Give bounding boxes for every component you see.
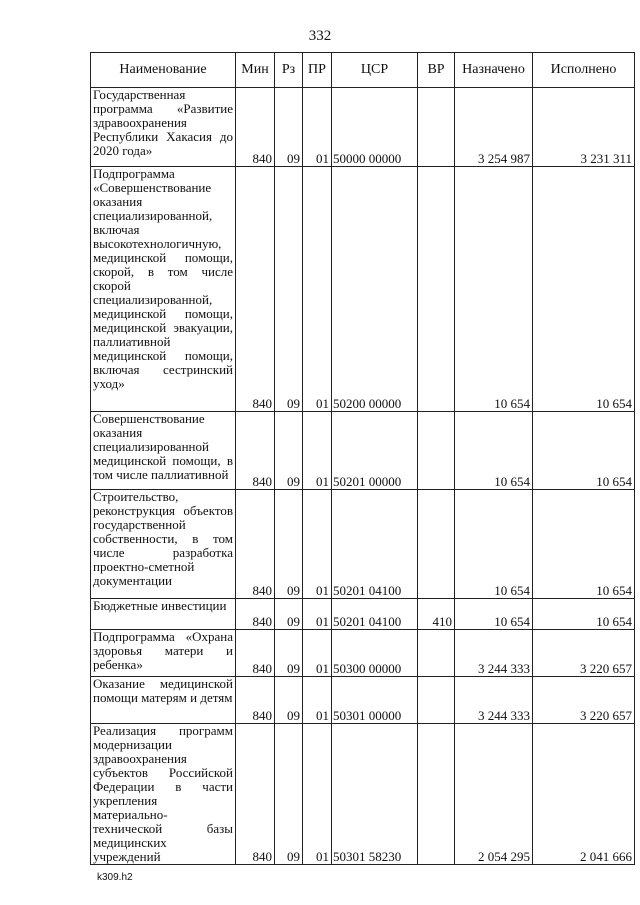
header-executed: Исполнено [533, 53, 635, 88]
row-pr: 01 [303, 88, 332, 167]
row-assigned: 10 654 [455, 167, 533, 412]
row-executed: 10 654 [533, 599, 635, 630]
row-assigned: 3 244 333 [455, 677, 533, 724]
header-min: Мин [236, 53, 275, 88]
row-csr: 50201 04100 [332, 599, 418, 630]
row-min: 840 [236, 677, 275, 724]
table-row [91, 412, 635, 490]
row-name: Оказание медицинской помощи матерям и детям [91, 677, 236, 724]
row-vr: 410 [418, 599, 455, 630]
row-vr [418, 167, 455, 412]
row-min: 840 [236, 630, 275, 677]
header-pr: ПР [303, 53, 332, 88]
row-rz: 09 [275, 412, 303, 490]
row-name: Подпрограмма «Охрана здоровья матери и ребенка» [91, 630, 236, 677]
row-rz: 09 [275, 677, 303, 724]
row-pr: 01 [303, 630, 332, 677]
row-assigned: 10 654 [455, 599, 533, 630]
row-name: Бюджетные инвестиции [91, 599, 236, 630]
table-row [91, 599, 635, 630]
row-vr [418, 630, 455, 677]
row-pr: 01 [303, 490, 332, 599]
footer-code: k309.h2 [97, 872, 133, 883]
row-name: Государственная программа «Развитие здравоохранения Республики Хакасия до 2020 года» [91, 88, 236, 167]
row-pr: 01 [303, 412, 332, 490]
row-assigned: 3 244 333 [455, 630, 533, 677]
row-executed: 10 654 [533, 490, 635, 599]
row-rz: 09 [275, 599, 303, 630]
table-row [91, 490, 635, 599]
row-vr [418, 724, 455, 865]
row-name: Совершенствование оказания специализированной медицинской помощи, в том числе паллиативной [91, 412, 236, 490]
header-rz: Рз [275, 53, 303, 88]
row-csr: 50000 00000 [332, 88, 418, 167]
row-csr: 50201 04100 [332, 490, 418, 599]
table-header-row [91, 53, 635, 88]
row-csr: 50300 00000 [332, 630, 418, 677]
row-rz: 09 [275, 88, 303, 167]
row-csr: 50301 00000 [332, 677, 418, 724]
row-pr: 01 [303, 167, 332, 412]
row-rz: 09 [275, 630, 303, 677]
row-pr: 01 [303, 724, 332, 865]
row-vr [418, 412, 455, 490]
row-executed: 3 231 311 [533, 88, 635, 167]
table-row [91, 724, 635, 865]
row-csr: 50301 58230 [332, 724, 418, 865]
row-pr: 01 [303, 599, 332, 630]
row-csr: 50200 00000 [332, 167, 418, 412]
header-csr: ЦСР [332, 53, 418, 88]
row-min: 840 [236, 167, 275, 412]
row-csr: 50201 00000 [332, 412, 418, 490]
header-name: Наименование [91, 53, 236, 88]
row-min: 840 [236, 412, 275, 490]
row-pr: 01 [303, 677, 332, 724]
row-assigned: 3 254 987 [455, 88, 533, 167]
row-assigned: 2 054 295 [455, 724, 533, 865]
table-row [91, 630, 635, 677]
header-assigned: Назначено [455, 53, 533, 88]
header-vr: ВР [418, 53, 455, 88]
row-name: Подпрограмма «Совершенствование оказания специализированной, включая высокотехнологичную, медицинской помощи, скорой, в том числе скорой специализированной, медицинской помощи, медицинской эвакуации, паллиативной медицинской помощи, включая сестринский уход» [91, 167, 236, 412]
row-executed: 3 220 657 [533, 677, 635, 724]
row-executed: 2 041 666 [533, 724, 635, 865]
row-rz: 09 [275, 724, 303, 865]
page-number: 332 [308, 28, 332, 44]
row-executed: 10 654 [533, 167, 635, 412]
table-row [91, 167, 635, 412]
table-row [91, 88, 635, 167]
row-vr [418, 490, 455, 599]
row-min: 840 [236, 599, 275, 630]
row-vr [418, 88, 455, 167]
row-min: 840 [236, 724, 275, 865]
row-assigned: 10 654 [455, 490, 533, 599]
table-row [91, 677, 635, 724]
row-min: 840 [236, 490, 275, 599]
row-vr [418, 677, 455, 724]
row-assigned: 10 654 [455, 412, 533, 490]
budget-table [90, 52, 635, 865]
row-name: Строительство, реконструкция объектов государственной собственности, в том числе разработка проектно-сметной документации [91, 490, 236, 599]
row-rz: 09 [275, 167, 303, 412]
row-min: 840 [236, 88, 275, 167]
row-rz: 09 [275, 490, 303, 599]
row-name: Реализация программ модернизации здравоохранения субъектов Российской Федерации в части укрепления материально-технической базы медицинских учреждений [91, 724, 236, 865]
row-executed: 3 220 657 [533, 630, 635, 677]
row-executed: 10 654 [533, 412, 635, 490]
